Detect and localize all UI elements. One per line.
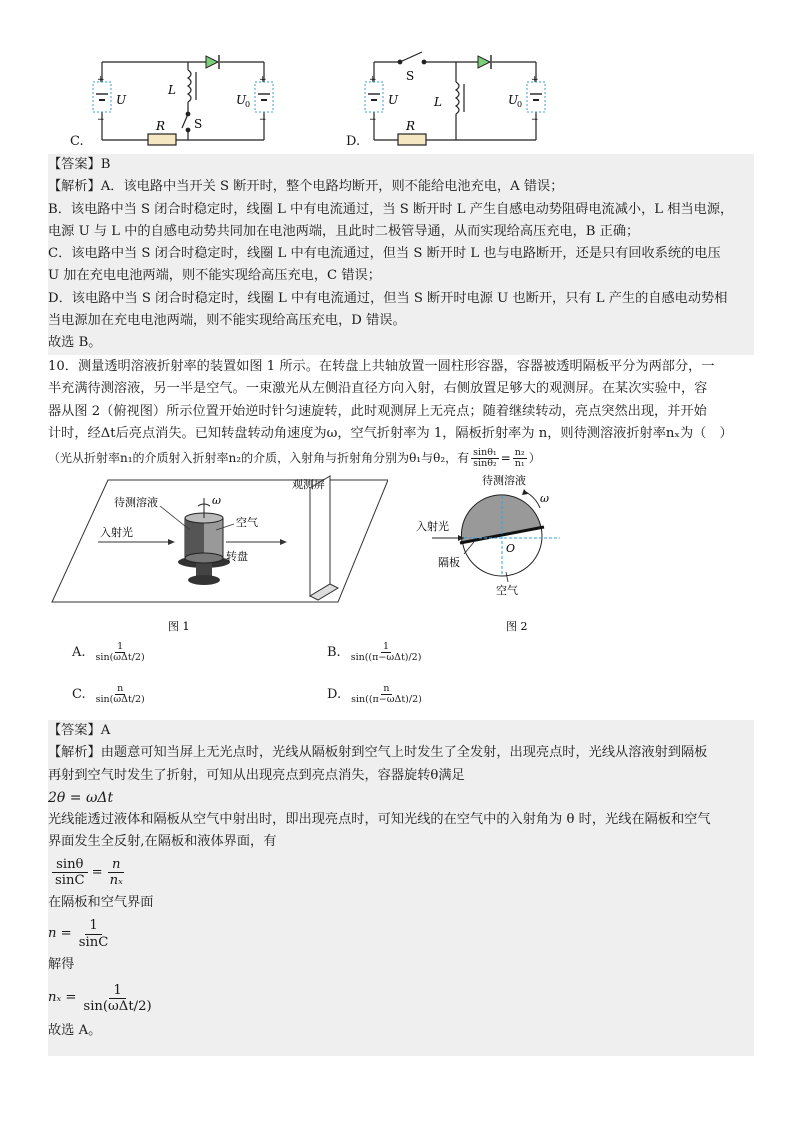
q9-line: 电源 U 与 L 中的自感电动势共同加在电池两端，且此时二极管导通，从而实现给高压充电，B 正确；: [48, 223, 640, 239]
q10-options: [72, 640, 752, 720]
q9-line: D．该电路中当 S 闭合时稳定时，线圈 L 中有电流通过，但当 S 断开时电源 U 也断开，只有 L 产生的自感电动势相: [48, 290, 728, 306]
q9-answer: 【答案】B: [48, 157, 111, 172]
option-c[interactable]: C. $\frac{n}{\text{sin(ωΔt/2)}}$: [72, 683, 145, 705]
q10-stem: [48, 356, 754, 445]
minus-sign: −: [369, 115, 377, 125]
equation-1: 2θ = ωΔt: [48, 789, 114, 806]
figure-2-top-view: [414, 470, 564, 635]
q9-solution: [48, 154, 754, 355]
fig2-label-center: O: [506, 542, 516, 555]
fig2-label-solution: 待测溶液: [482, 474, 526, 487]
voltage-u0-label: U: [508, 93, 519, 107]
option-d[interactable]: D. $\frac{n}{\text{sin((π−ωΔt)/2)}}$: [327, 683, 422, 705]
voltage-u0-subscript: 0: [517, 100, 523, 109]
voltage-u0-subscript: 0: [245, 100, 251, 109]
q10-hint: [48, 448, 754, 469]
plus-sign: +: [369, 75, 377, 85]
q10-line: 器从图 2（俯视图）所示位置开始逆时针匀速旋转，此时观测屏上无亮点；随着继续转动，亮点突然出现，并开始: [48, 403, 707, 419]
fig2-label-incident: 入射光: [416, 520, 449, 533]
fig2-label-air: 空气: [496, 584, 518, 597]
circuit-d-diagram: [360, 42, 550, 152]
circuit-c-diagram: [88, 42, 278, 152]
hint-fraction-n: $\frac{\text{n₂}}{\text{n₁}}$: [514, 447, 525, 469]
option-a[interactable]: A. $\frac{1}{\text{sin(ωΔt/2)}}$: [72, 641, 145, 663]
q9-line: U 加在充电电池两端，则不能实现给高压充电，C 错误；: [48, 268, 381, 284]
circuit-options-row: [48, 42, 754, 152]
plus-sign: +: [531, 75, 539, 85]
q10-line: 计时，经Δt后亮点消失。已知转盘转动角速度为ω，空气折射率为 1，隔板折射率为 n，则待测溶液折射率nₓ为（ ）: [48, 425, 733, 441]
minus-sign: −: [97, 115, 105, 125]
resistor-label: R: [406, 119, 416, 133]
option-d-label: D.: [346, 134, 361, 149]
voltage-u-label: U: [116, 93, 127, 107]
switch-label: S: [406, 69, 415, 83]
figure-1-apparatus: [48, 470, 388, 635]
fig2-label-omega: ω: [540, 492, 549, 505]
q10-final: 故选 A。: [48, 1023, 102, 1039]
q9-line: 【解析】A．该电路中当开关 S 断开时，整个电路均断开，则不能给电池充电，A 错误；: [48, 179, 564, 195]
q9-line: C．该电路中当 S 闭合时稳定时，线圈 L 中有电流通过，但当 S 断开时 L 也与电路断开，还是只有回收系统的电压: [48, 246, 721, 262]
equation-2: $\frac{\sin\theta}{\sin C}$ = $\frac{n}{\text{nₓ}}$: [48, 854, 754, 892]
plus-sign: +: [259, 75, 267, 85]
fig2-caption: 图 2: [506, 620, 528, 633]
equation-3: n = $\frac{1}{\sin C}$: [48, 918, 109, 950]
q10-answer: 【答案】A: [48, 723, 111, 738]
inductor-label: L: [434, 95, 442, 109]
minus-sign: −: [259, 115, 267, 125]
q10-line: 10．测量透明溶液折射率的装置如图 1 所示。在转盘上共轴放置一圆柱形容器，容器被透明隔板平分为两部分，一: [48, 359, 715, 374]
q9-line: 故选 B。: [48, 335, 102, 351]
fig1-label-turntable: 转盘: [226, 550, 248, 563]
hint-fraction-sin: $\frac{\text{sinθ₁}}{\text{sinθ₂}}$: [473, 447, 497, 469]
q10-sol-line: 【解析】由题意可知当屏上无光点时，光线从隔板射到空气上时发生了全发射，出现亮点时，光线从溶液射到隔板: [48, 745, 708, 761]
resistor-label: R: [156, 119, 166, 133]
q10-sol-line: 解得: [48, 957, 75, 973]
plus-sign: +: [97, 75, 105, 85]
fig2-label-partition: 隔板: [438, 556, 460, 569]
hint-suffix: ）: [528, 450, 541, 465]
q10-line: 半充满待测溶液，另一半是空气。一束激光从左侧沿直径方向入射，右侧放置足够大的观测屏。在某次实验中，容: [48, 381, 708, 397]
q10-sol-line: 光线能透过液体和隔板从空气中射出时，即出现亮点时，可知光线的在空气中的入射角为 θ 时，光线在隔板和空气: [48, 812, 711, 828]
fig1-label-air: 空气: [236, 516, 258, 529]
q10-sol-line: 在隔板和空气界面: [48, 894, 154, 910]
q10-figures: [48, 470, 754, 640]
q9-line: 当电源加在充电电池两端，则不能实现给高压充电，D 错误。: [48, 313, 406, 329]
q10-sol-line: 界面发生全反射,在隔板和液体界面，有: [48, 834, 277, 850]
equation-4: nₓ = $\frac{1}{\text{sin(ωΔt/2)}}$: [48, 982, 152, 1014]
voltage-u0-label: U: [236, 93, 247, 107]
fig1-label-omega: ω: [212, 494, 221, 507]
q9-line: B．该电路中当 S 闭合时稳定时，线圈 L 中有电流通过，当 S 断开时 L 产生自感电动势阻碍电流减小，L 相当电源，: [48, 201, 734, 217]
voltage-u-label: U: [388, 93, 399, 107]
switch-label: S: [194, 117, 203, 131]
q10-solution: [48, 720, 754, 1056]
fig1-caption: 图 1: [168, 620, 190, 633]
hint-equals: =: [500, 450, 511, 465]
minus-sign: −: [531, 115, 539, 125]
fig1-label-solution: 待测溶液: [114, 496, 158, 509]
q10-sol-line: 再射到空气时发生了折射，可知从出现亮点到亮点消失，容器旋转θ满足: [48, 767, 465, 783]
fig1-label-screen: 观测屏: [292, 478, 325, 491]
inductor-label: L: [168, 83, 176, 97]
option-b[interactable]: B. $\frac{1}{\text{sin((π−ωΔt)/2)}}$: [327, 641, 422, 663]
hint-prefix: （光从折射率n₁的介质射入折射率n₂的介质，入射角与折射角分别为θ₁与θ₂，有: [48, 450, 470, 465]
fig1-label-incident: 入射光: [100, 526, 133, 539]
option-c-label: C.: [70, 134, 84, 149]
